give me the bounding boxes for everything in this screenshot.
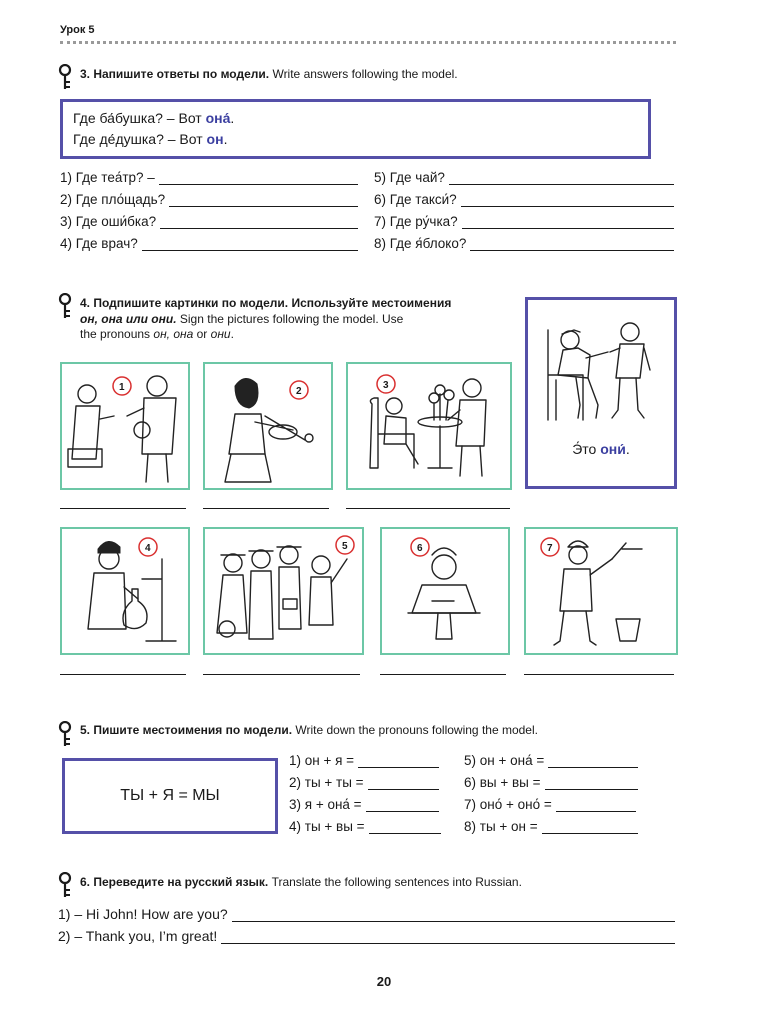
answer-line-2[interactable] [203, 507, 329, 509]
answer-blank[interactable] [366, 797, 439, 812]
page-number: 20 [376, 974, 392, 989]
picture-number: 3 [383, 380, 389, 391]
header-divider [60, 41, 676, 44]
exercise-4-title-line-3: the pronouns он, она or они. [80, 327, 234, 341]
ex5-item-4: 4) ты + вы = [289, 819, 441, 834]
ex3-question-3: 3) Где оши́бка? [60, 214, 358, 229]
answer-line-5[interactable] [203, 673, 360, 675]
model-line-1: Где ба́бушка? – Вот она́. [73, 110, 235, 126]
answer-blank[interactable] [548, 753, 638, 768]
lesson-header: Урок 5 [60, 24, 95, 36]
ex3-question-1: 1) Где теа́тр? – [60, 170, 358, 185]
answer-line-4[interactable] [60, 673, 186, 675]
picture-4-chemist [60, 527, 190, 655]
ex5-item-3: 3) я + она́ = [289, 797, 439, 812]
exercise-6-title [80, 875, 522, 889]
exercise-6-title-ru: 6. Переведите на русский язык. [80, 875, 269, 889]
ex5-item-1: 1) он + я = [289, 753, 439, 768]
answer-blank[interactable] [461, 192, 674, 207]
answer-blank[interactable] [159, 170, 358, 185]
answer-blank[interactable] [221, 929, 675, 944]
exercise-6-title-en: Translate the following sentences into Russian. [271, 875, 522, 889]
exercise-4-title [80, 295, 512, 327]
answer-line-7[interactable] [524, 673, 674, 675]
answer-blank[interactable] [358, 753, 439, 768]
model-caption: Э́то они́. [572, 441, 630, 457]
ex3-question-5: 5) Где чай? [374, 170, 674, 185]
picture-1-interview [60, 362, 190, 490]
answer-blank[interactable] [542, 819, 638, 834]
ex3-question-8: 8) Где я́блоко? [374, 236, 674, 251]
ex5-item-2: 2) ты + ты = [289, 775, 439, 790]
ex6-sentence-1: 1) – Hi John! How are you? [58, 906, 675, 922]
picture-number: 5 [342, 541, 348, 552]
picture-number: 1 [119, 382, 125, 393]
exercise-3-title-en: Write answers following the model. [272, 67, 458, 81]
picture-3-living-room [346, 362, 512, 490]
answer-blank[interactable] [369, 819, 441, 834]
answer-blank[interactable] [545, 775, 638, 790]
ex5-item-5: 5) он + она́ = [464, 753, 638, 768]
exercise-4-pronouns: он, она или они. [80, 312, 177, 326]
ex5-item-8: 8) ты + он = [464, 819, 638, 834]
ex3-question-2: 2) Где пло́щадь? [60, 192, 358, 207]
picture-number: 2 [296, 386, 302, 397]
ex3-question-7: 7) Где ру́чка? [374, 214, 674, 229]
doctor-patient-illustration [528, 300, 674, 430]
picture-number: 7 [547, 543, 553, 554]
exercise-5-model: ТЫ + Я = МЫ [120, 787, 220, 804]
picture-number: 6 [417, 543, 423, 554]
exercise-4-title-en: Sign the pictures following the model. Use [179, 312, 404, 326]
answer-line-3[interactable] [346, 507, 510, 509]
key-icon [56, 64, 74, 90]
key-icon [56, 293, 74, 319]
ex5-item-6: 6) вы + вы = [464, 775, 638, 790]
answer-blank[interactable] [449, 170, 674, 185]
key-icon [56, 872, 74, 898]
answer-blank[interactable] [169, 192, 358, 207]
exercise-3-title-ru: 3. Напишите ответы по модели. [80, 67, 270, 81]
key-icon [56, 721, 74, 747]
picture-5-tourists [203, 527, 364, 655]
ex5-item-7: 7) оно́ + оно́ = [464, 797, 636, 812]
answer-blank[interactable] [160, 214, 358, 229]
answer-blank[interactable] [142, 236, 358, 251]
answer-blank[interactable] [470, 236, 674, 251]
model-line-2: Где де́душка? – Вот он. [73, 131, 228, 147]
picture-number: 4 [145, 543, 151, 554]
picture-6-grandmother [380, 527, 510, 655]
picture-7-worker [524, 527, 678, 655]
answer-line-6[interactable] [380, 673, 506, 675]
exercise-5-title-ru: 5. Пишите местоимения по модели. [80, 723, 293, 737]
exercise-4-model-box [525, 297, 677, 489]
exercise-5-model-box [62, 758, 278, 834]
answer-blank[interactable] [368, 775, 439, 790]
answer-blank[interactable] [462, 214, 674, 229]
exercise-4-title-ru: 4. Подпишите картинки по модели. Используйте местоимения [80, 296, 452, 310]
exercise-3-title [80, 67, 458, 81]
answer-line-1[interactable] [60, 507, 186, 509]
answer-blank[interactable] [232, 907, 675, 922]
picture-2-violinist [203, 362, 333, 490]
exercise-5-title [80, 723, 538, 737]
exercise-5-title-en: Write down the pronouns following the model. [295, 723, 538, 737]
ex6-sentence-2: 2) – Thank you, I’m great! [58, 928, 675, 944]
ex3-question-6: 6) Где такси́? [374, 192, 674, 207]
answer-blank[interactable] [556, 797, 636, 812]
ex3-question-4: 4) Где врач? [60, 236, 358, 251]
exercise-3-model-box [60, 99, 651, 159]
